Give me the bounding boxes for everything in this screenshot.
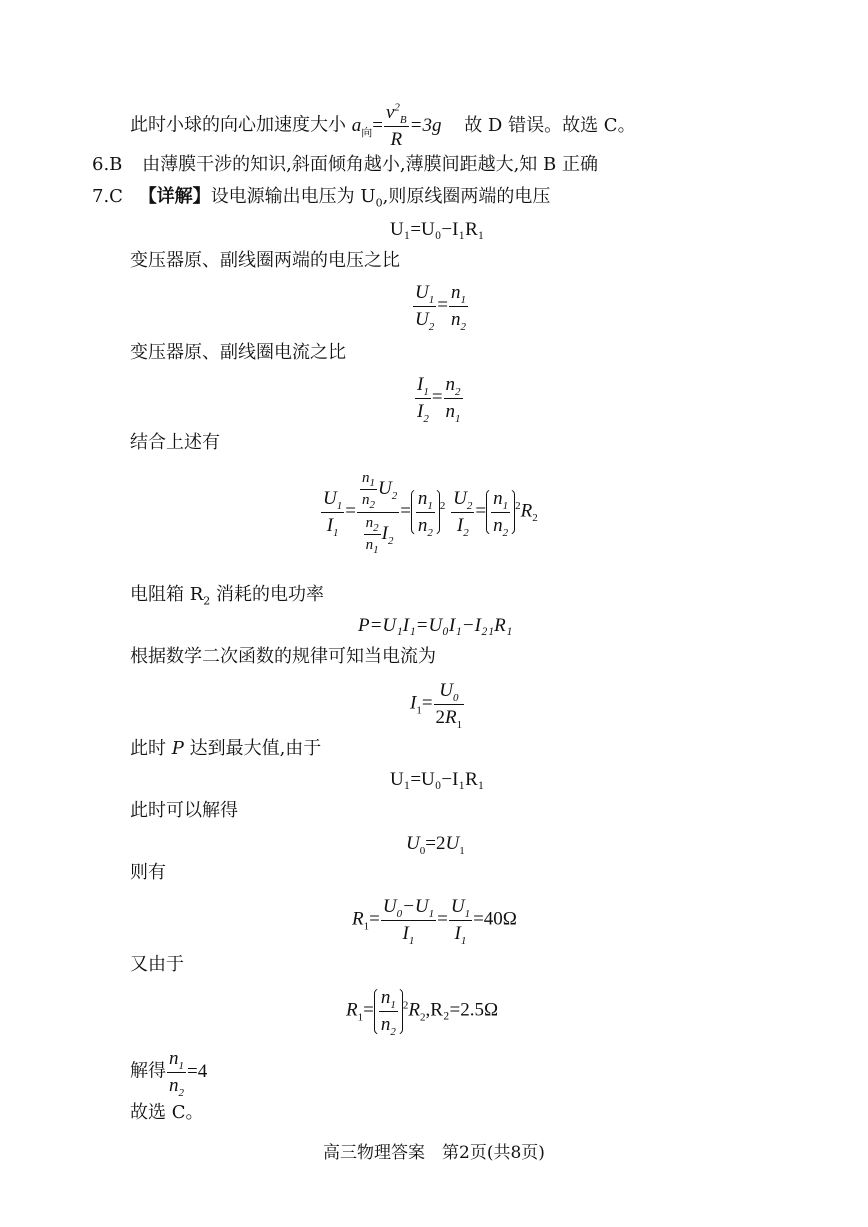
- eq-voltage-ratio: $\frac{U_1}{U_2}$ = $\frac{n_1}{n_2}$: [415, 282, 466, 333]
- label-then: 则有: [130, 862, 166, 883]
- label-result: 解得 $\frac{n_1}{n_2}$ =4: [130, 1048, 208, 1099]
- label-solve: 此时可以解得: [130, 800, 238, 821]
- line1-tail: 故 D 错误。故选 C。: [464, 114, 636, 136]
- eq-u1-second: U₁=U₀−I₁R₁: [390, 769, 485, 790]
- eq-power: P=U₁I₁=U₀I₁−I₂₁R₁: [358, 615, 513, 636]
- label-current-ratio: 变压器原、副线圈电流之比: [130, 342, 346, 363]
- q6-line: [92, 156, 598, 174]
- label-quadratic: 根据数学二次函数的规律可知当电流为: [130, 646, 436, 667]
- eq-i1: $I_1=$ $\frac{U_0}{2R_1}$: [410, 680, 463, 731]
- eq-current-ratio: $\frac{I_1}{I_2}$ = $\frac{n_2}{n_1}$: [417, 374, 461, 425]
- line1-text: 此时小球的向心加速度大小: [130, 114, 346, 136]
- eq-combined: $\frac{U_1}{I_1}$ = $\frac{n_1}{n_2}$ $U_2$ $\frac{n_2}{n_1}$ $I_2$ = $\frac{n_1}{n_2}$ $^2$ $\frac{U_2}{I_2}$ = $\frac{n_1}{n_2}$ $^2R_2$: [323, 470, 538, 556]
- q7-tag: 【详解】: [138, 186, 211, 207]
- label-voltage-ratio: 变压器原、副线圈两端的电压之比: [130, 250, 400, 271]
- page-footer: 高三物理答案 第2页(共8页): [323, 1143, 545, 1163]
- eq-r1-r2: $R_1=$ $\frac{n_1}{n_2}$ $^2R_2,R_2=2.5\Omega$: [346, 987, 499, 1038]
- label-answer: 故选 C。: [130, 1102, 204, 1123]
- q7-num: 7.C: [92, 186, 123, 207]
- eq-r1: $R_1=$ $\frac{U_0-U_1}{I_1}$ = $\frac{U_1}{I_1}$ =40Ω: [352, 896, 517, 947]
- q6-num: 6.B: [92, 154, 123, 175]
- eq-u0: $U_0=2U_1$: [406, 833, 465, 857]
- q7-text: 设电源输出电压为 U: [210, 186, 376, 207]
- q6-text: 由薄膜干涉的知识,斜面倾角越小,薄膜间距越大,知 B 正确: [142, 154, 598, 175]
- line-centripetal-accel: [130, 102, 636, 151]
- eq-u1-first: U₁=U₀−I₁R₁: [390, 219, 485, 240]
- label-combine: 结合上述有: [130, 432, 220, 453]
- label-max: 此时 P 达到最大值,由于: [130, 738, 322, 759]
- label-also: 又由于: [130, 954, 184, 975]
- q7-line: 7.C 【详解】设电源输出电压为 $U_0$,则原线圈两端的电压: [92, 186, 551, 210]
- label-power: 电阻箱 $R_2$ 消耗的电功率: [130, 584, 325, 608]
- line1-formula: $a_向=$ $\frac{v^2_B}{R}$ =3g: [351, 101, 442, 150]
